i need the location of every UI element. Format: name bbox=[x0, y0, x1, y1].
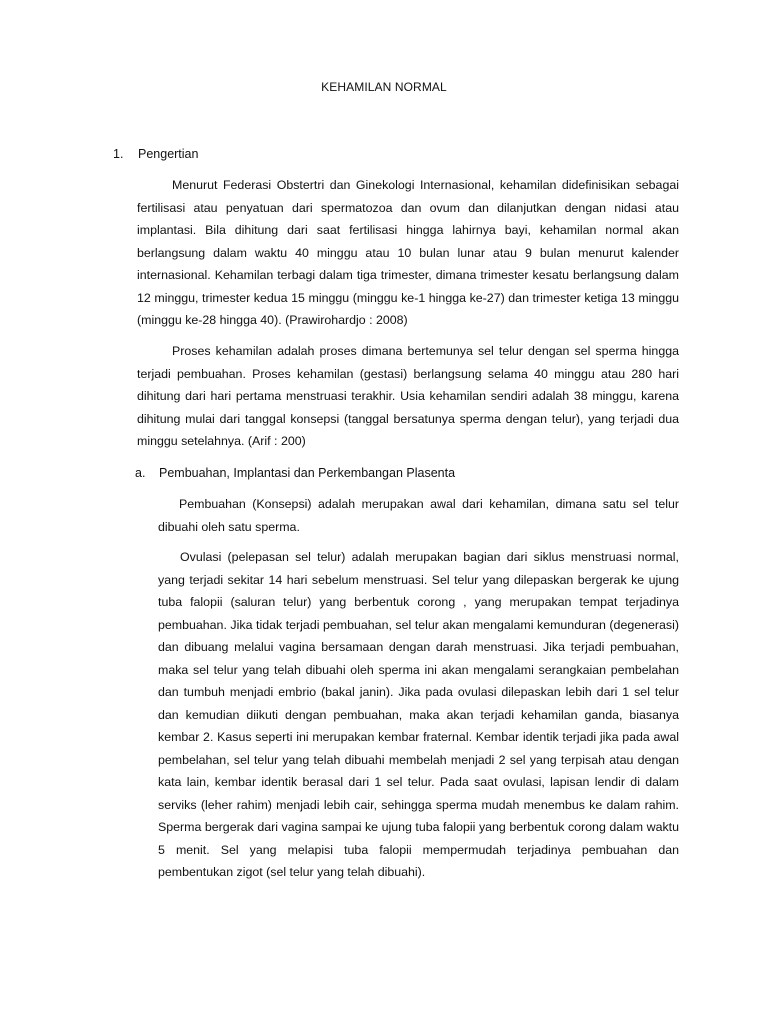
subsection-label: Pembuahan, Implantasi dan Perkembangan Plasenta bbox=[159, 466, 456, 480]
subsection-heading-pembuahan bbox=[135, 465, 456, 481]
document-title: KEHAMILAN NORMAL bbox=[321, 80, 447, 94]
paragraph-fertilization: Pembuahan (Konsepsi) adalah merupakan awal dari kehamilan, dimana satu sel telur dibuahi oleh satu sperma. bbox=[158, 497, 679, 534]
section-heading-pengertian bbox=[113, 146, 199, 162]
paragraph-process: Proses kehamilan adalah proses dimana bertemunya sel telur dengan sel sperma hingga terjadi pembuahan. Proses kehamilan (gestasi) berlangsung selama 40 minggu atau 280 hari dihitung dari hari pertama menstruasi terakhir. Usia kehamilan sendiri adalah 38 minggu, karena dihitung mulai dari tanggal konsepsi (tanggal bersatunya sperma dengan telur), yang terjadi dua minggu setelahnya. (Arif : 200) bbox=[137, 344, 679, 448]
paragraph-ovulation: Ovulasi (pelepasan sel telur) adalah merupakan bagian dari siklus menstruasi normal, yang terjadi sekitar 14 hari sebelum menstruasi. Sel telur yang dilepaskan bergerak ke ujung tuba falopii (saluran telur) yang berbentuk corong , yang merupakan tempat terjadinya pembuahan. Jika tidak terjadi pembuahan, sel telur akan mengalami kemunduran (degenerasi) dan dibuang melalui vagina bersamaan dengan darah menstruasi. Jika terjadi pembuahan, maka sel telur yang telah dibuahi oleh sperma ini akan mengalami serangkaian pembelahan dan tumbuh menjadi embrio (bakal janin). Jika pada ovulasi dilepaskan lebih dari 1 sel telur dan kemudian diikuti dengan pembuahan, maka akan terjadi kehamilan ganda, biasanya kembar 2. Kasus seperti ini merupakan kembar fraternal. Kembar identik terjadi jika pada awal pembelahan, sel telur yang telah dibuahi membelah menjadi 2 sel yang terpisah atau dengan kata lain, kembar identik berasal dari 1 sel telur. Pada saat ovulasi, lapisan lendir di dalam serviks (leher rahim) menjadi lebih cair, sehingga sperma mudah menembus ke dalam rahim. Sperma bergerak dari vagina sampai ke ujung tuba falopii yang berbentuk corong dalam waktu 5 menit. Sel yang melapisi tuba falopii mempermudah terjadinya pembuahan dan pembentukan zigot (sel telur yang telah dibuahi). bbox=[158, 550, 679, 879]
section-number: 1. bbox=[113, 147, 124, 161]
subsection-letter: a. bbox=[135, 466, 146, 480]
paragraph-definition: Menurut Federasi Obstertri dan Ginekologi Internasional, kehamilan didefinisikan sebagai fertilisasi atau penyatuan dari spermatozoa dan ovum dan dilanjutkan dengan nidasi atau implantasi. Bila dihitung dari saat fertilisasi hingga lahirnya bayi, kehamilan normal akan berlangsung dalam waktu 40 minggu atau 10 bulan lunar atau 9 bulan menurut kalender internasional. Kehamilan terbagi dalam tiga trimester, dimana trimester kesatu berlangsung dalam 12 minggu, trimester kedua 15 minggu (minggu ke-1 hingga ke-27) dan trimester ketiga 13 minggu (minggu ke-28 hingga 40). (Prawirohardjo : 2008) bbox=[137, 178, 679, 327]
section-label: Pengertian bbox=[138, 147, 199, 161]
